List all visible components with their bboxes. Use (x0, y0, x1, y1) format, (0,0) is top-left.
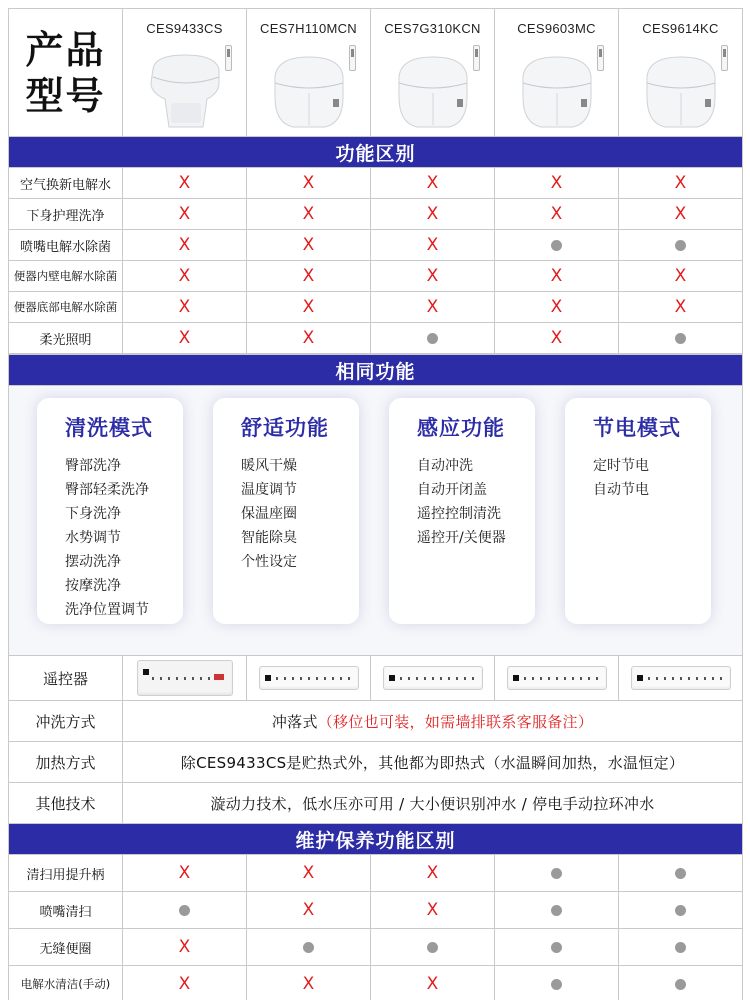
model-name: CES9603MC (517, 21, 596, 36)
feature-mark-cell (371, 323, 495, 354)
feature-mark-cell (123, 168, 247, 199)
remote-cell (495, 656, 619, 701)
not-supported-dot (427, 333, 438, 344)
feature-mark-cell (247, 168, 371, 199)
function-item: 遥控控制清洗 (417, 506, 501, 522)
supported-mark: X (302, 863, 315, 883)
supported-mark: X (426, 863, 439, 883)
feature-name: 便器底部电解水除菌 (9, 292, 123, 323)
supported-mark: X (550, 173, 563, 193)
heating-value: 除CES9433CS是贮热式外，其他都为即热式（水温瞬间加热，水温恒定） (123, 742, 743, 783)
not-supported-dot (551, 240, 562, 251)
feature-mark-cell (247, 261, 371, 292)
feature-mark-cell (619, 230, 743, 261)
toilet-image (393, 47, 473, 131)
feature-mark-cell (371, 855, 495, 892)
model-cell (371, 9, 495, 137)
section-title: 相同功能 (9, 355, 743, 386)
supported-mark: X (550, 328, 563, 348)
feature-mark-cell (123, 929, 247, 966)
feature-mark-cell (247, 929, 371, 966)
tech-value: 漩动力技术，低水压亦可用 / 大小便识别冲水 / 停电手动拉环冲水 (123, 783, 743, 824)
remote-stick-image (473, 45, 480, 71)
comparison-table (8, 8, 743, 354)
feature-mark-cell (619, 855, 743, 892)
supported-mark: X (674, 297, 687, 317)
feature-mark-cell (247, 966, 371, 1000)
feature-mark-cell (619, 929, 743, 966)
supported-mark: X (178, 266, 191, 286)
remote-stick-image (721, 45, 728, 71)
flush-label: 冲洗方式 (9, 701, 123, 742)
function-item: 保温座圈 (241, 506, 297, 522)
feature-mark-cell (495, 261, 619, 292)
remote-control-image (507, 666, 607, 690)
remote-control-image (259, 666, 359, 690)
model-name: CES7H110MCN (260, 21, 357, 36)
model-cell (247, 9, 371, 137)
feature-mark-cell (123, 199, 247, 230)
feature-mark-cell (495, 966, 619, 1000)
feature-mark-cell (123, 855, 247, 892)
feature-row (9, 261, 743, 292)
remote-stick-image (349, 45, 356, 71)
not-supported-dot (675, 979, 686, 990)
supported-mark: X (178, 863, 191, 883)
feature-name: 电解水清洁(手动) (9, 966, 123, 1000)
function-item: 摆动洗净 (65, 554, 121, 570)
feature-mark-cell (619, 323, 743, 354)
feature-mark-cell (371, 168, 495, 199)
feature-row (9, 292, 743, 323)
supported-mark: X (426, 235, 439, 255)
feature-mark-cell (371, 892, 495, 929)
function-item: 自动冲洗 (417, 458, 473, 474)
feature-row (9, 230, 743, 261)
feature-mark-cell (247, 292, 371, 323)
supported-mark: X (302, 266, 315, 286)
supported-mark: X (426, 266, 439, 286)
feature-mark-cell (619, 966, 743, 1000)
feature-row (9, 892, 743, 929)
feature-mark-cell (495, 292, 619, 323)
comparison-table-common (8, 354, 743, 1000)
feature-mark-cell (371, 929, 495, 966)
not-supported-dot (551, 942, 562, 953)
function-item: 水势调节 (65, 530, 121, 546)
feature-mark-cell (619, 199, 743, 230)
function-card (37, 398, 183, 624)
model-name: CES9614KC (642, 21, 719, 36)
remote-cell (371, 656, 495, 701)
feature-mark-cell (619, 261, 743, 292)
feature-row (9, 199, 743, 230)
feature-name: 空气换新电解水 (9, 168, 123, 199)
supported-mark: X (674, 266, 687, 286)
supported-mark: X (302, 900, 315, 920)
section-bar (9, 137, 743, 168)
function-card (565, 398, 711, 624)
supported-mark: X (426, 974, 439, 994)
feature-mark-cell (495, 929, 619, 966)
not-supported-dot (675, 240, 686, 251)
function-item: 智能除臭 (241, 530, 297, 546)
toilet-image (145, 47, 225, 131)
remote-cell (247, 656, 371, 701)
feature-row (9, 168, 743, 199)
supported-mark: X (302, 328, 315, 348)
supported-mark: X (550, 204, 563, 224)
model-cell (619, 9, 743, 137)
supported-mark: X (302, 974, 315, 994)
section-title: 维护保养功能区别 (9, 824, 743, 855)
common-panel-row (9, 386, 743, 656)
function-card (389, 398, 535, 624)
feature-mark-cell (123, 966, 247, 1000)
feature-mark-cell (495, 168, 619, 199)
supported-mark: X (550, 266, 563, 286)
feature-mark-cell (495, 230, 619, 261)
not-supported-dot (675, 905, 686, 916)
section-bar (9, 355, 743, 386)
function-item: 温度调节 (241, 482, 297, 498)
flush-type: 冲落式 (271, 712, 318, 731)
feature-mark-cell (495, 323, 619, 354)
feature-mark-cell (247, 323, 371, 354)
supported-mark: X (674, 204, 687, 224)
feature-row (9, 929, 743, 966)
remote-stick-image (225, 45, 232, 71)
function-item: 按摩洗净 (65, 578, 121, 594)
tech-row (9, 783, 743, 824)
feature-row (9, 323, 743, 354)
feature-mark-cell (123, 292, 247, 323)
not-supported-dot (303, 942, 314, 953)
function-item: 臀部洗净 (65, 458, 121, 474)
function-card-title: 感应功能 (417, 416, 505, 440)
toilet-image (641, 47, 721, 131)
tech-label: 其他技术 (9, 783, 123, 824)
heading-line2: 型号 (25, 73, 106, 118)
function-card-title: 舒适功能 (241, 416, 329, 440)
heating-label: 加热方式 (9, 742, 123, 783)
supported-mark: X (674, 173, 687, 193)
function-item: 臀部轻柔洗净 (65, 482, 149, 498)
not-supported-dot (551, 979, 562, 990)
feature-mark-cell (247, 855, 371, 892)
feature-name: 柔光照明 (9, 323, 123, 354)
not-supported-dot (551, 905, 562, 916)
feature-mark-cell (495, 855, 619, 892)
remote-control-image (383, 666, 483, 690)
supported-mark: X (426, 900, 439, 920)
feature-mark-cell (371, 230, 495, 261)
feature-mark-cell (123, 261, 247, 292)
comparison-sheet (8, 8, 742, 1000)
supported-mark: X (178, 235, 191, 255)
supported-mark: X (302, 173, 315, 193)
remote-row (9, 656, 743, 701)
supported-mark: X (178, 297, 191, 317)
function-item: 自动节电 (593, 482, 649, 498)
function-item: 洗净位置调节 (65, 602, 149, 618)
function-item: 自动开闭盖 (417, 482, 487, 498)
feature-name: 喷嘴清扫 (9, 892, 123, 929)
function-card (213, 398, 359, 624)
feature-row (9, 855, 743, 892)
feature-mark-cell (371, 199, 495, 230)
flush-value (123, 701, 743, 742)
function-item: 遥控开/关便器 (417, 530, 506, 546)
supported-mark: X (178, 173, 191, 193)
feature-mark-cell (371, 292, 495, 323)
flush-row (9, 701, 743, 742)
model-cell (123, 9, 247, 137)
supported-mark: X (426, 204, 439, 224)
remote-label: 遥控器 (9, 656, 123, 701)
feature-mark-cell (247, 892, 371, 929)
feature-row (9, 966, 743, 1000)
remote-cell (619, 656, 743, 701)
supported-mark: X (178, 937, 191, 957)
feature-name: 清扫用提升柄 (9, 855, 123, 892)
flush-note: （移位也可装，如需墙排联系客服备注） (317, 712, 594, 731)
feature-mark-cell (371, 261, 495, 292)
feature-mark-cell (619, 892, 743, 929)
feature-mark-cell (247, 199, 371, 230)
feature-mark-cell (619, 168, 743, 199)
toilet-image (269, 47, 349, 131)
function-item: 暖风干燥 (241, 458, 297, 474)
supported-mark: X (302, 204, 315, 224)
not-supported-dot (551, 868, 562, 879)
model-header-row (9, 9, 743, 137)
not-supported-dot (179, 905, 190, 916)
feature-name: 无缝便圈 (9, 929, 123, 966)
supported-mark: X (178, 204, 191, 224)
supported-mark: X (178, 974, 191, 994)
remote-control-image (631, 666, 731, 690)
remote-stick-image (597, 45, 604, 71)
supported-mark: X (426, 173, 439, 193)
feature-mark-cell (495, 199, 619, 230)
remote-cell (123, 656, 247, 701)
feature-mark-cell (123, 892, 247, 929)
supported-mark: X (426, 297, 439, 317)
feature-mark-cell (371, 966, 495, 1000)
supported-mark: X (178, 328, 191, 348)
feature-name: 便器内壁电解水除菌 (9, 261, 123, 292)
function-item: 个性设定 (241, 554, 297, 570)
feature-mark-cell (619, 292, 743, 323)
feature-mark-cell (123, 230, 247, 261)
model-name: CES7G310KCN (384, 21, 481, 36)
supported-mark: X (302, 297, 315, 317)
function-item: 下身洗净 (65, 506, 121, 522)
heading-line1: 产品 (25, 27, 106, 72)
model-name: CES9433CS (146, 21, 223, 36)
common-functions-panel (9, 386, 743, 656)
remote-control-image (137, 660, 233, 696)
supported-mark: X (302, 235, 315, 255)
not-supported-dot (675, 942, 686, 953)
feature-name: 下身护理洗净 (9, 199, 123, 230)
toilet-image (517, 47, 597, 131)
feature-mark-cell (495, 892, 619, 929)
feature-name: 喷嘴电解水除菌 (9, 230, 123, 261)
heating-row (9, 742, 743, 783)
feature-mark-cell (247, 230, 371, 261)
section-bar (9, 824, 743, 855)
product-model-heading (9, 9, 123, 137)
section-title: 功能区别 (9, 137, 743, 168)
supported-mark: X (550, 297, 563, 317)
function-item: 定时节电 (593, 458, 649, 474)
feature-mark-cell (123, 323, 247, 354)
not-supported-dot (675, 868, 686, 879)
function-card-title: 节电模式 (593, 416, 681, 440)
not-supported-dot (427, 942, 438, 953)
model-cell (495, 9, 619, 137)
not-supported-dot (675, 333, 686, 344)
function-card-title: 清洗模式 (65, 416, 153, 440)
